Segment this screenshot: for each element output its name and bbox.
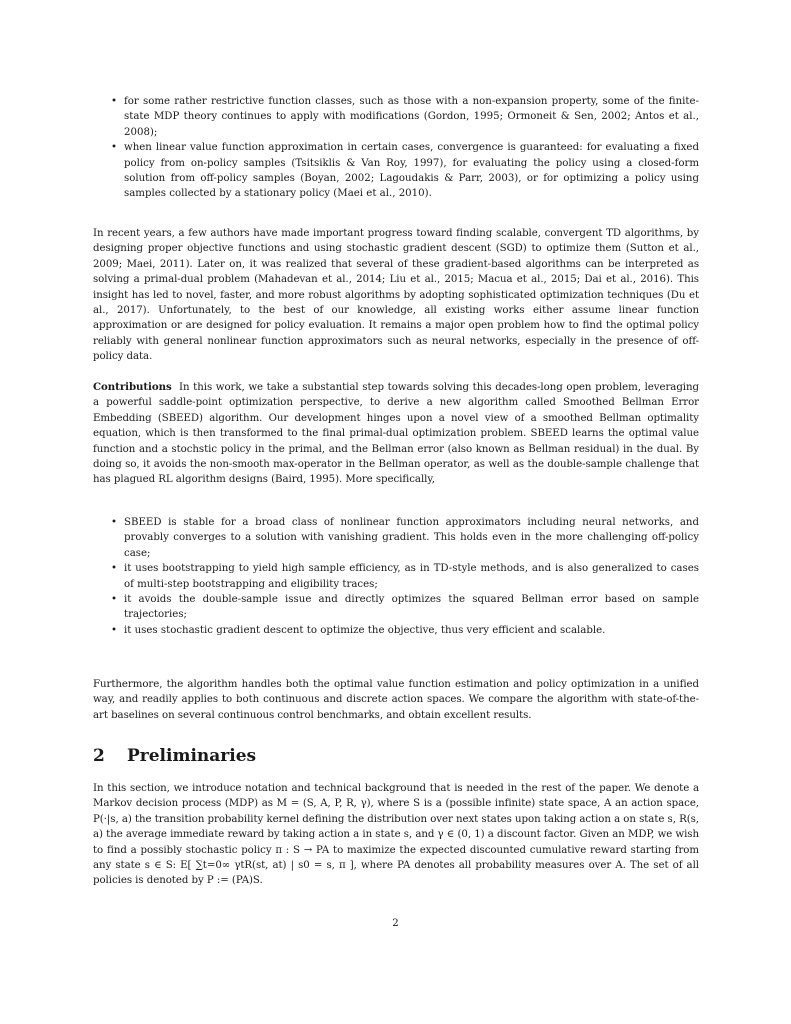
bullet-icon: •: [111, 142, 118, 154]
bullet-text: when linear value function approximation in certain cases, convergence is guaranteed: for evaluating a fixed policy from on-policy samples (Tsitsiklis & Van Roy, 1997), for evaluating the policy using a closed-form solution from off-policy samples (Boyan, 2002; Lagoudakis & Parr, 2003), or for optimizing a policy using samples collected by a stationary policy (Maei et al., 2010).: [124, 142, 699, 200]
list-item: [93, 140, 699, 202]
bullet-text: for some rather restrictive function classes, such as those with a non-expansion property, some of the finite-state MDP theory continues to apply with modifications (Gordon, 1995; Ormoneit & Sen, 2002; Antos et al., 2008);: [124, 96, 699, 138]
list-item: [93, 94, 699, 140]
section-number: 2: [93, 746, 105, 766]
list-item: [93, 561, 699, 592]
section-heading: [93, 746, 256, 766]
bullet-icon: •: [111, 624, 118, 636]
furthermore-paragraph: Furthermore, the algorithm handles both the optimal value function estimation and policy optimization in a unified way, and readily applies to both continuous and discrete action spaces. We compare the algorithm with state-of-the-art baselines on several continuous control benchmarks, and obtain excellent results.: [93, 679, 699, 721]
recent-years-paragraph-block: [93, 226, 699, 365]
bullet-text: SBEED is stable for a broad class of nonlinear function approximators including neural networks, and provably converges to a solution with vanishing gradient. This holds even in the more challenging off-policy case;: [124, 517, 699, 559]
list-item: [93, 515, 699, 561]
page-number: 2: [392, 918, 399, 929]
bullet-icon: •: [111, 563, 118, 575]
contributions-paragraph: [93, 380, 699, 488]
contributions-heading: Contributions: [93, 381, 172, 393]
preliminaries-paragraph: In this section, we introduce notation and technical background that is needed in the rest of the paper. We denote a Markov decision process (MDP) as M = (S, A, P, R, γ), where S is a (possible infinite) state space, A an action space, P(·|s, a) the transition probability kernel defining the distribution over next states upon taking action a on state s, R(s, a) the average immediate reward by taking action a in state s, and γ ∈ (0, 1) a discount factor. Given an MDP, we wish to find a possibly stochastic policy π : S → PA to maximize the expected discounted cumulative reward starting from any state s ∈ S: E[ ∑t=0∞ γtR(st, at) | s0 = s, π ], where PA denotes all probability measures over A. The set of all policies is denoted by P := (PA)S.: [93, 783, 699, 887]
top-bullet-list: [93, 94, 699, 202]
contributions-text: In this work, we take a substantial step towards solving this decades-long open problem, leveraging a powerful saddle-point optimization perspective, to derive a new algorithm called Smoothed Bellman Error Embedding (SBEED) algorithm. Our development hinges upon a novel view of a smoothed Bellman optimality equation, which is then transformed to the final primal-dual optimization problem. SBEED learns the optimal value function and a stochstic policy in the primal, and the Bellman error (also known as Bellman residual) in the dual. By doing so, it avoids the non-smooth max-operator in the Bellman operator, as well as the double-sample challenge that has plagued RL algorithm designs (Baird, 1995). More specifically,: [93, 382, 699, 486]
bullet-text: it avoids the double-sample issue and directly optimizes the squared Bellman error based on sample trajectories;: [124, 594, 699, 621]
list-item: [93, 623, 699, 638]
top-bullet-list-container: [93, 94, 699, 202]
list-item: [93, 592, 699, 623]
bullet-icon: •: [111, 96, 118, 107]
contributions-block: [93, 380, 699, 488]
section-title: Preliminaries: [127, 746, 257, 766]
bullet-icon: •: [111, 594, 118, 606]
bullet-text: it uses bootstrapping to yield high sample efficiency, as in TD-style methods, and is also generalized to cases of multi-step bootstrapping and eligibility traces;: [124, 563, 699, 590]
contribution-bullet-list: [93, 515, 699, 638]
preliminaries-paragraph-block: [93, 781, 699, 889]
recent-years-paragraph: In recent years, a few authors have made important progress toward finding scalable, convergent TD algorithms, by designing proper objective functions and using stochastic gradient descent (SGD) to optimize them (Sutton et al., 2009; Maei, 2011). Later on, it was realized that several of these gradient-based algorithms can be interpreted as solving a primal-dual problem (Mahadevan et al., 2014; Liu et al., 2015; Macua et al., 2015; Dai et al., 2016). This insight has led to novel, faster, and more robust algorithms by adopting sophisticated optimization techniques (Du et al., 2017). Unfortunately, to the best of our knowledge, all existing works either assume linear function approximation or are designed for policy evaluation. It remains a major open problem how to find the optimal policy reliably with general nonlinear function approximators such as neural networks, especially in the presence of off-policy data.: [93, 228, 699, 363]
bullet-icon: •: [111, 517, 118, 528]
contribution-bullets-container: [93, 515, 699, 638]
furthermore-paragraph-block: [93, 677, 699, 723]
bullet-text: it uses stochastic gradient descent to optimize the objective, thus very efficient and scalable.: [124, 624, 606, 636]
